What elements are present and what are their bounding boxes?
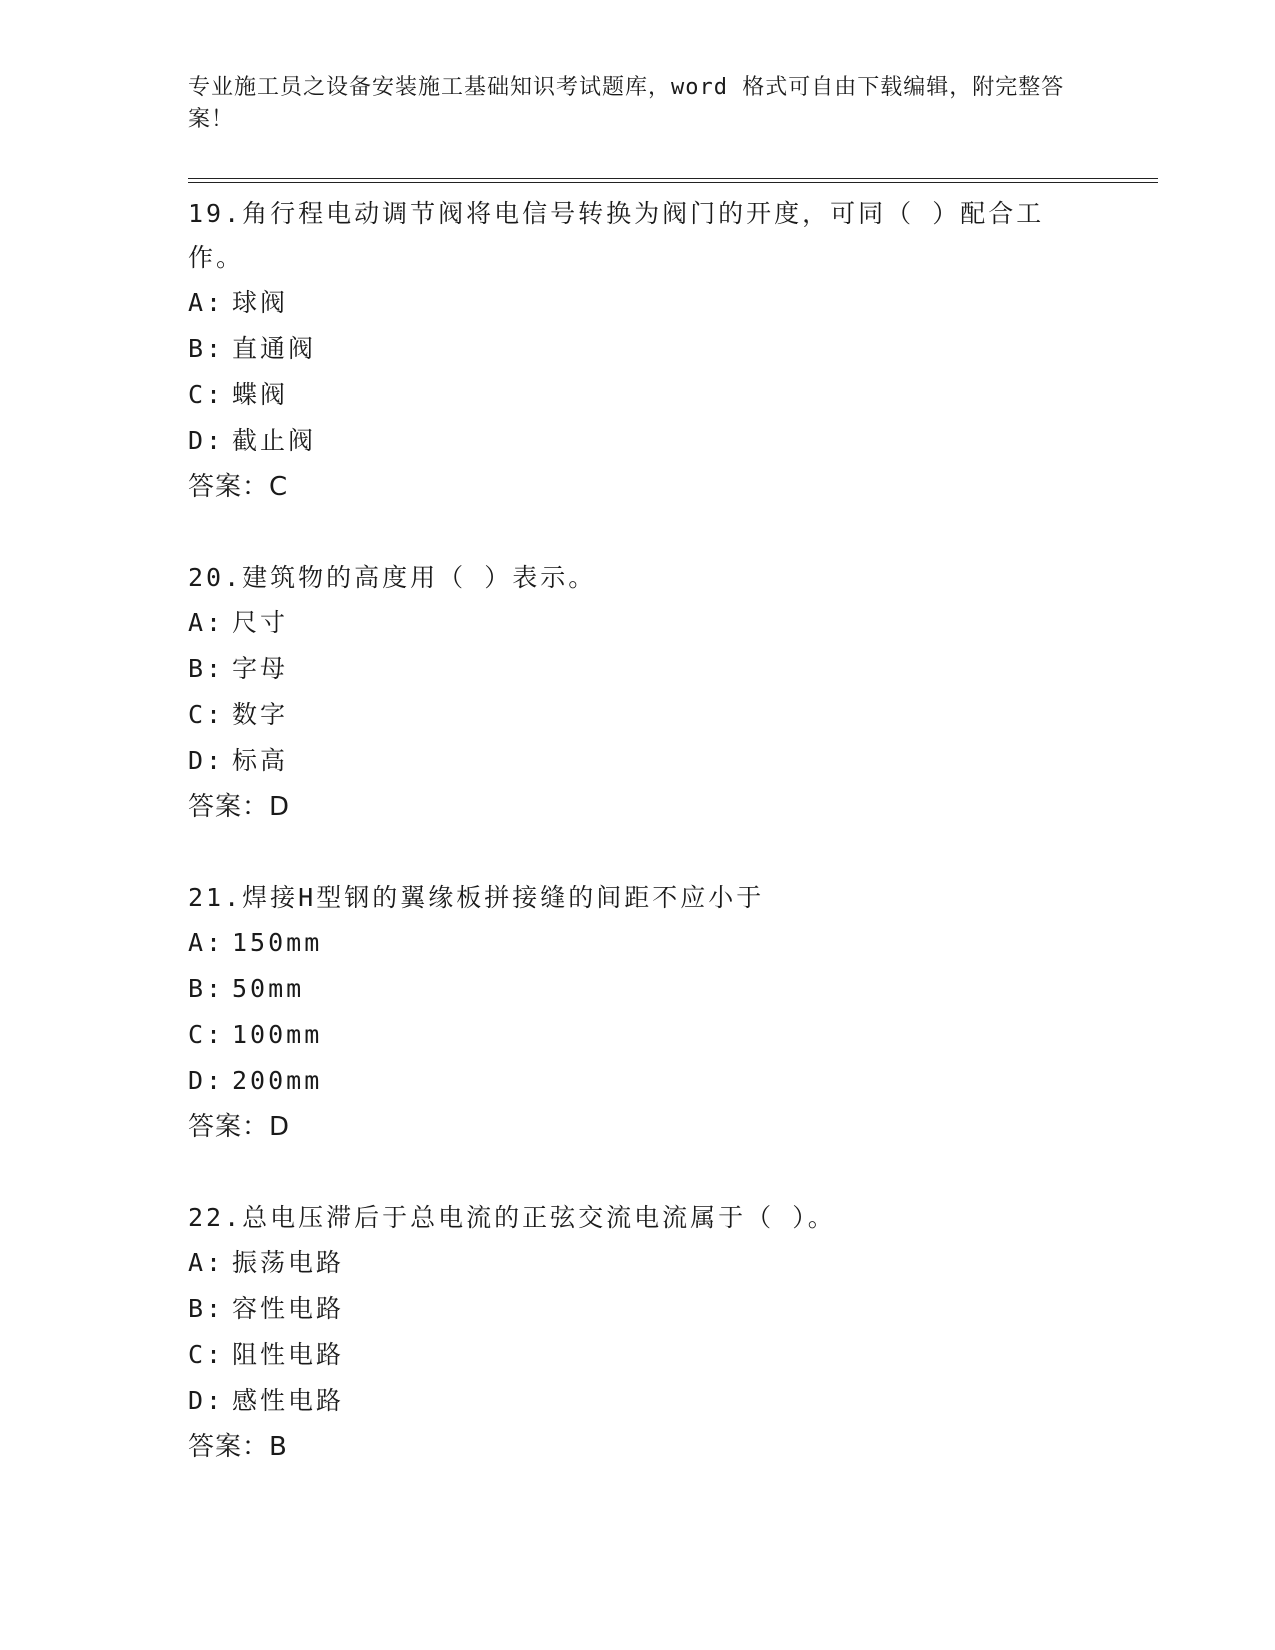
option-letter: D: <box>188 1066 225 1095</box>
option-b <box>188 326 1088 372</box>
option-letter: B: <box>188 334 225 363</box>
option-text: 数字 <box>232 700 289 729</box>
option-letter: A: <box>188 928 225 957</box>
option-letter: D: <box>188 1386 225 1415</box>
option-text: 200mm <box>232 1066 323 1095</box>
option-text: 150mm <box>232 928 323 957</box>
option-text: 振荡电路 <box>232 1248 345 1277</box>
header-divider-top <box>188 178 1158 179</box>
question-19 <box>188 192 1088 510</box>
option-text: 截止阀 <box>232 426 317 455</box>
option-b <box>188 966 1088 1012</box>
option-letter: C: <box>188 1340 225 1369</box>
question-stem: 19.角行程电动调节阀将电信号转换为阀门的开度，可同（ ）配合工作。 <box>188 199 1045 272</box>
option-c <box>188 1332 1088 1378</box>
question-list <box>188 192 1088 1516</box>
option-b <box>188 1286 1088 1332</box>
answer-line: 答案：B <box>188 1432 288 1462</box>
option-text: 阻性电路 <box>232 1340 345 1369</box>
option-letter: B: <box>188 974 225 1003</box>
option-text: 容性电路 <box>232 1294 345 1323</box>
question-stem: 22.总电压滞后于总电流的正弦交流电流属于（ ）。 <box>188 1203 836 1232</box>
option-text: 字母 <box>232 654 289 683</box>
option-c <box>188 692 1088 738</box>
option-d <box>188 418 1088 464</box>
option-text: 标高 <box>232 746 289 775</box>
option-text: 球阀 <box>232 288 289 317</box>
option-letter: C: <box>188 1020 225 1049</box>
option-a <box>188 1240 1088 1286</box>
question-20 <box>188 556 1088 830</box>
option-text: 直通阀 <box>232 334 317 363</box>
document-header: 专业施工员之设备安装施工基础知识考试题库，word 格式可自由下载编辑，附完整答案！ <box>188 75 1065 132</box>
option-d <box>188 1378 1088 1424</box>
option-a <box>188 600 1088 646</box>
option-letter: B: <box>188 654 225 683</box>
option-letter: D: <box>188 746 225 775</box>
header-divider-bottom <box>188 182 1158 183</box>
option-letter: C: <box>188 700 225 729</box>
question-stem: 20.建筑物的高度用（ ）表示。 <box>188 563 597 592</box>
answer-line: 答案：D <box>188 1112 291 1142</box>
option-b <box>188 646 1088 692</box>
answer-line: 答案：C <box>188 472 289 502</box>
question-22 <box>188 1196 1088 1470</box>
option-text: 50mm <box>232 974 305 1003</box>
option-d <box>188 738 1088 784</box>
option-text: 100mm <box>232 1020 323 1049</box>
answer-line: 答案：D <box>188 792 291 822</box>
question-21 <box>188 876 1088 1150</box>
option-text: 尺寸 <box>232 608 289 637</box>
option-letter: A: <box>188 288 225 317</box>
option-d <box>188 1058 1088 1104</box>
option-letter: B: <box>188 1294 225 1323</box>
option-letter: D: <box>188 426 225 455</box>
option-c <box>188 372 1088 418</box>
option-c <box>188 1012 1088 1058</box>
option-letter: A: <box>188 1248 225 1277</box>
option-a <box>188 280 1088 326</box>
option-letter: A: <box>188 608 225 637</box>
option-a <box>188 920 1088 966</box>
question-stem: 21.焊接H型钢的翼缘板拼接缝的间距不应小于 <box>188 883 765 912</box>
option-letter: C: <box>188 380 225 409</box>
option-text: 感性电路 <box>232 1386 345 1415</box>
option-text: 蝶阀 <box>232 380 289 409</box>
